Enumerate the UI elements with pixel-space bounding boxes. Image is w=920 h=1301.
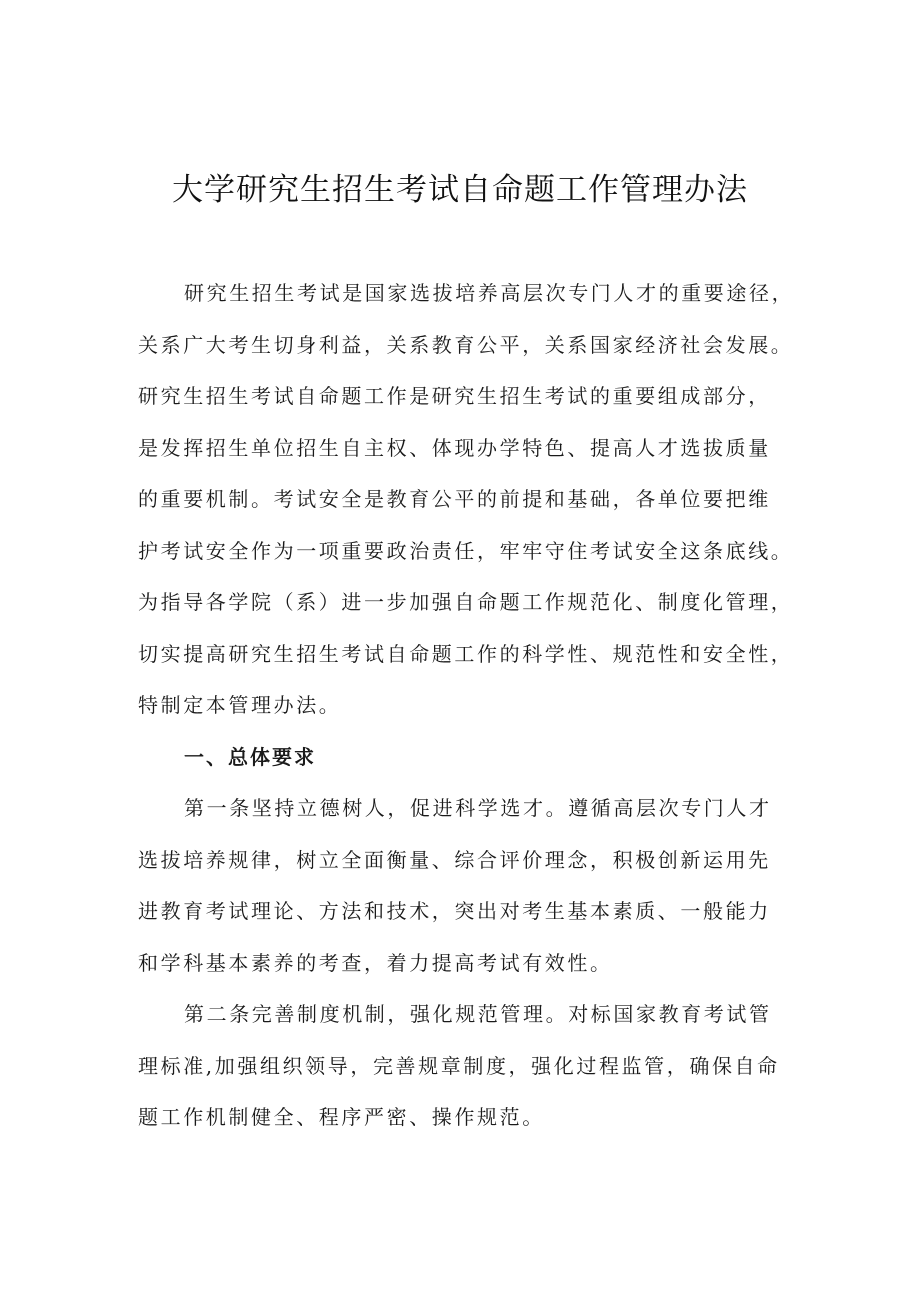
paragraph-line: 研究生招生考试是国家选拔培养高层次专门人才的重要途径， (184, 281, 795, 305)
paragraph-line: 进教育考试理论、方法和技术，突出对考生基本素质、一般能力 (138, 899, 771, 923)
paragraph-line: 关系广大考生切身利益，关系教育公平，关系国家经济社会发展。 (138, 332, 794, 357)
paragraph-line: 选拔培养规律，树立全面衡量、综合评价理念，积极创新运用先 (138, 847, 771, 872)
article-1-paragraph (138, 783, 806, 989)
paragraph-line: 题工作机制健全、程序严密、操作规范。 (138, 1105, 545, 1129)
paragraph-line: 研究生招生考试自命题工作是研究生招生考试的重要组成部分， (138, 384, 771, 408)
paragraph-line: 切实提高研究生招生考试自命题工作的科学性、规范性和安全性， (138, 641, 794, 666)
document-title: 大学研究生招生考试自命题工作管理办法 (172, 172, 748, 208)
paragraph-line: 第二条完善制度机制，强化规范管理。对标国家教育考试管 (184, 1002, 772, 1026)
paragraph-line: 为指导各学院（系）进一步加强自命题工作规范化、制度化管理， (138, 590, 794, 614)
paragraph-line: 和学科基本素养的考查，着力提高考试有效性。 (138, 950, 613, 975)
paragraph-line: 第一条坚持立德树人，促进科学选才。遵循高层次专门人才 (184, 796, 772, 820)
intro-paragraph (138, 268, 806, 732)
paragraph-line: 护考试安全作为一项重要政治责任，牢牢守住考试安全这条底线。 (138, 538, 794, 563)
document-body (138, 268, 806, 1144)
paragraph-line: 特制定本管理办法。 (138, 693, 342, 717)
paragraph-line: 理标准,加强组织领导，完善规章制度，强化过程监管，确保自命 (138, 1053, 780, 1078)
section-heading: 一、总体要求 (184, 744, 316, 769)
paragraph-line: 的重要机制。考试安全是教育公平的前提和基础，各单位要把维 (138, 487, 771, 511)
article-2-paragraph (138, 989, 806, 1144)
paragraph-line: 是发挥招生单位招生自主权、体现办学特色、提高人才选拔质量 (138, 435, 771, 460)
